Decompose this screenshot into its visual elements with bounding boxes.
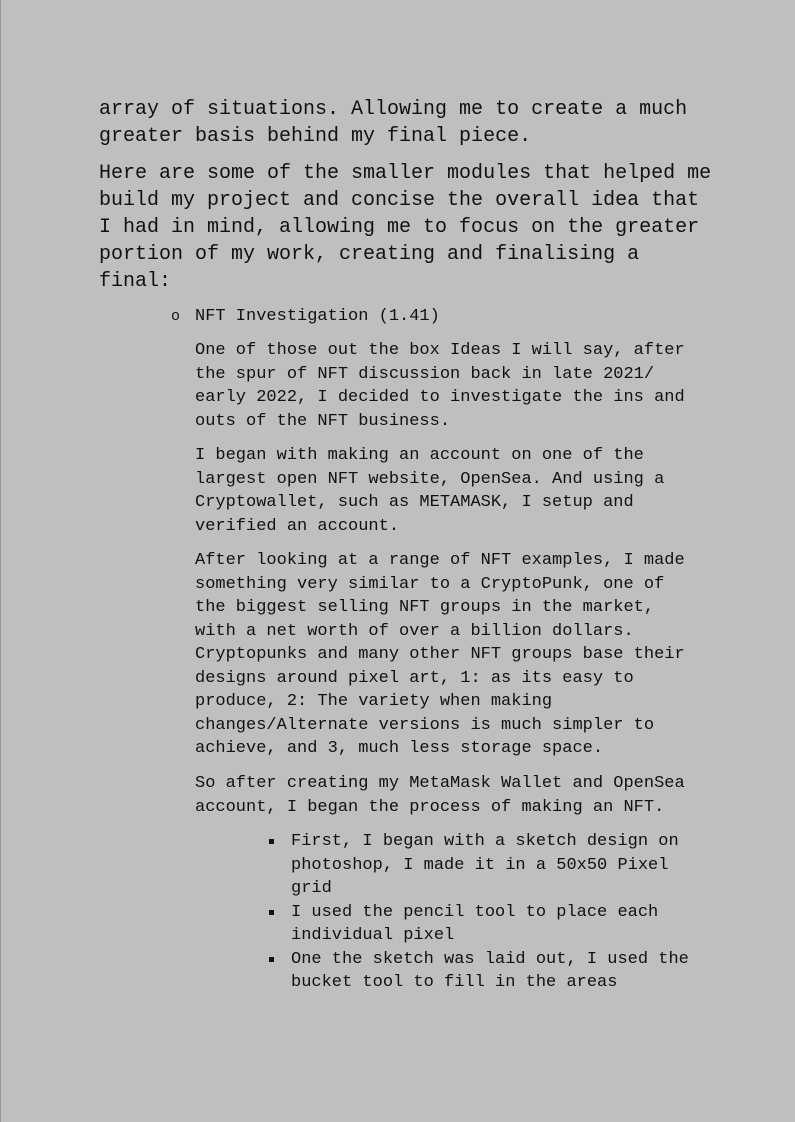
bullet-list-steps <box>267 830 707 995</box>
list-item <box>267 948 707 995</box>
bullet-list-level1 <box>171 305 731 329</box>
square-bullet-icon <box>267 948 291 972</box>
list-item <box>267 901 707 948</box>
square-bullet-icon <box>267 830 291 854</box>
circle-bullet-icon: o <box>171 308 181 325</box>
sub-paragraph-1: One of those out the box Ideas I will say, after the spur of NFT discussion back in late 2021/ early 2022, I decided to investigate the ins and outs of the NFT business. <box>195 341 685 431</box>
list-item <box>267 830 707 901</box>
sub-paragraph-4: So after creating my MetaMask Wallet and OpenSea account, I began the process of making an NFT. <box>195 774 685 817</box>
square-bullet-icon <box>267 901 291 925</box>
step-text: First, I began with a sketch design on photoshop, I made it in a 50x50 Pixel grid <box>291 832 679 898</box>
list-item-nft-investigation <box>171 305 731 329</box>
list-item-title: NFT Investigation (1.41) <box>195 307 440 326</box>
paragraph-continued: array of situations. Allowing me to create a much greater basis behind my final piece. <box>99 98 688 148</box>
sub-paragraph-2: I began with making an account on one of the largest open NFT website, OpenSea. And using a Cryptowallet, such as METAMASK, I setup and verified an account. <box>195 446 665 536</box>
sub-paragraph-3: After looking at a range of NFT examples, I made something very similar to a CryptoPunk, one of the biggest selling NFT groups in the market, with a net worth of over a billion dollars. Cryptopunks and many other NFT groups base their designs around pixel art, 1: as its easy to produce, 2: The variety when making changes/Alternate versions is much simpler to achieve, and 3, much less storage space. <box>195 551 685 758</box>
paragraph-intro: Here are some of the smaller modules that helped me build my project and concise the overall idea that I had in mind, allowing me to focus on the greater portion of my work, creating and finalising a final: <box>99 162 712 293</box>
step-text: One the sketch was laid out, I used the bucket tool to fill in the areas <box>291 949 689 992</box>
step-text: I used the pencil tool to place each individual pixel <box>291 902 659 945</box>
